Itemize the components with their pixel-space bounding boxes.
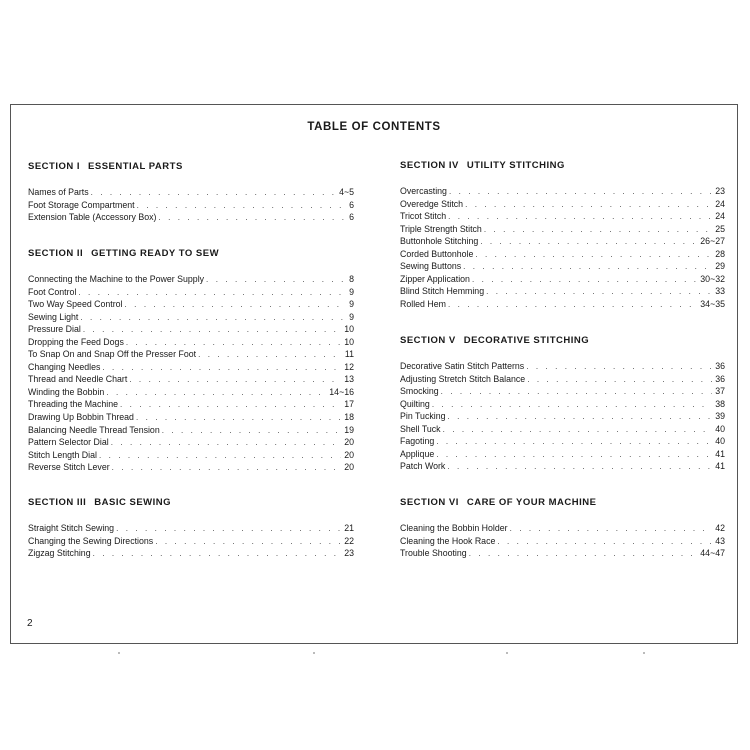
toc-entry-page: 22 [344, 535, 354, 546]
page-title: TABLE OF CONTENTS [307, 121, 441, 133]
toc-entry-page: 9 [349, 299, 354, 310]
section-essential-parts [28, 161, 354, 224]
toc-entry [28, 273, 354, 286]
toc-entry-page: 18 [344, 412, 354, 423]
toc-entry-page: 9 [349, 311, 354, 322]
section-basic-sewing [28, 497, 354, 560]
toc-entry-label: Quilting [400, 398, 430, 409]
toc-entry-page: 11 [344, 349, 354, 360]
toc-entry-page: 10 [344, 336, 354, 347]
toc-entry-page: 40 [715, 436, 725, 447]
dot-leader [449, 186, 712, 199]
dot-leader [80, 312, 346, 325]
toc-entry-page: 10 [344, 324, 354, 335]
toc-entry [28, 411, 354, 424]
toc-entry-page: 12 [344, 361, 354, 372]
toc-entry [400, 210, 725, 223]
dot-leader [484, 224, 712, 237]
section-numeral: SECTION VI [400, 497, 459, 508]
section-decorative-stitching [400, 335, 725, 473]
toc-entry [400, 360, 725, 373]
toc-entry [400, 373, 725, 386]
section-numeral: SECTION I [28, 161, 81, 172]
toc-entry-label: Balancing Needle Thread Tension [28, 424, 160, 435]
dot-leader [465, 199, 712, 212]
dot-leader [158, 212, 346, 225]
toc-entry-page: 40 [715, 423, 725, 434]
toc-entry [400, 547, 725, 560]
toc-entry-page: 36 [715, 373, 725, 384]
toc-entry-label: Two Way Speed Control [28, 299, 123, 310]
dot-leader [93, 548, 342, 561]
toc-entry-label: Changing Needles [28, 361, 101, 372]
toc-entry-page: 28 [715, 248, 725, 259]
toc-entry-label: Pressure Dial [28, 324, 81, 335]
toc-entry [28, 323, 354, 336]
toc-entry [400, 460, 725, 473]
toc-entry [400, 298, 725, 311]
toc-entry-label: Dropping the Feed Dogs [28, 336, 124, 347]
toc-entry [400, 522, 725, 535]
toc-entry-label: Sewing Light [28, 311, 79, 322]
toc-entry [400, 423, 725, 436]
dot-leader [480, 236, 697, 249]
page-number: 2 [27, 618, 33, 629]
toc-entry-page: 42 [715, 523, 725, 533]
toc-entry [28, 522, 354, 535]
toc-entry-page: 9 [349, 286, 354, 297]
dot-leader [463, 261, 712, 274]
toc-entry [28, 449, 354, 462]
toc-entry [28, 535, 354, 548]
toc-entry-page: 17 [344, 399, 354, 410]
toc-entry-label: Reverse Stitch Lever [28, 462, 110, 473]
toc-entry [28, 186, 354, 199]
toc-entry [28, 199, 354, 212]
toc-entry-label: Pattern Selector Dial [28, 437, 109, 448]
toc-entry-label: Foot Storage Compartment [28, 199, 135, 210]
dot-leader [120, 399, 341, 412]
toc-entry [400, 448, 725, 461]
toc-entry [28, 373, 354, 386]
scan-speck [643, 652, 645, 654]
toc-entry-page: 26~27 [700, 236, 725, 247]
dot-leader [436, 436, 712, 449]
dot-leader [469, 548, 698, 561]
toc-entry-label: Overcasting [400, 186, 447, 196]
toc-entry [28, 424, 354, 437]
section-name: GETTING READY TO SEW [91, 248, 220, 259]
toc-entry [400, 398, 725, 411]
dot-leader [106, 387, 326, 400]
toc-entry [400, 198, 725, 211]
toc-entry-page: 21 [344, 523, 354, 533]
section-care-of-machine [400, 497, 725, 560]
section-name: UTILITY STITCHING [466, 160, 565, 171]
dot-leader [432, 399, 712, 412]
toc-entry [28, 211, 354, 224]
dot-leader [436, 449, 712, 462]
toc-entry-page: 23 [715, 186, 725, 196]
section-name: DECORATIVE STITCHING [463, 335, 590, 346]
dot-leader [475, 249, 712, 262]
toc-entry-page: 23 [344, 548, 354, 559]
dot-leader [129, 374, 341, 387]
dot-leader [206, 274, 346, 287]
toc-entry [400, 248, 725, 261]
toc-entry [400, 435, 725, 448]
toc-entry [400, 185, 725, 198]
toc-entry-label: Patch Work [400, 461, 446, 472]
toc-entry-label: Buttonhole Stitching [400, 236, 479, 247]
toc-entry [28, 361, 354, 374]
toc-entry-label: Sewing Buttons [400, 261, 462, 272]
dot-leader [497, 536, 712, 549]
toc-entry-label: Names of Parts [28, 187, 89, 197]
toc-entry-page: 13 [344, 374, 354, 385]
section-name: ESSENTIAL PARTS [88, 161, 183, 172]
dot-leader [111, 437, 342, 450]
toc-entry-page: 34~35 [700, 298, 725, 309]
toc-entry-label: Cleaning the Hook Race [400, 535, 496, 546]
toc-entry-page: 20 [344, 449, 354, 460]
toc-entry [28, 336, 354, 349]
dot-leader [125, 299, 347, 312]
section-numeral: SECTION III [28, 497, 87, 508]
toc-entry-label: Changing the Sewing Directions [28, 535, 154, 546]
toc-entry-label: Fagoting [400, 436, 435, 447]
toc-entry-label: Triple Strength Stitch [400, 223, 482, 234]
toc-entry-page: 24 [715, 211, 725, 222]
dot-leader [155, 536, 341, 549]
section-numeral: SECTION II [28, 248, 84, 259]
dot-leader [448, 299, 697, 312]
section-name: CARE OF YOUR MACHINE [466, 497, 597, 508]
toc-entry [400, 223, 725, 236]
toc-entry-label: Connecting the Machine to the Power Supply [28, 274, 205, 284]
dot-leader [526, 361, 712, 374]
dot-leader [112, 462, 342, 475]
toc-entry-label: Stitch Length Dial [28, 449, 97, 460]
toc-entry-page: 38 [715, 398, 725, 409]
toc-entry-label: Zigzag Stitching [28, 548, 91, 559]
dot-leader [198, 349, 342, 362]
toc-entry [400, 260, 725, 273]
toc-entry-page: 44~47 [700, 548, 725, 559]
toc-entry [28, 348, 354, 361]
toc-entry-label: Smocking [400, 386, 439, 397]
toc-entry [28, 398, 354, 411]
toc-entry-label: Tricot Stitch [400, 211, 447, 222]
toc-entry [28, 547, 354, 560]
toc-entry-page: 25 [715, 223, 725, 234]
toc-entry-label: Decorative Satin Stitch Patterns [400, 361, 525, 371]
toc-entry-page: 19 [344, 424, 354, 435]
toc-entry-label: Zipper Application [400, 273, 470, 284]
section-heading [400, 497, 725, 508]
scan-speck [118, 652, 120, 654]
toc-entry-label: Corded Buttonhole [400, 248, 474, 259]
section-numeral: SECTION V [400, 335, 456, 346]
section-numeral: SECTION IV [400, 160, 459, 171]
toc-entry-label: Pin Tucking [400, 411, 446, 422]
toc-entry-label: Threading the Machine [28, 399, 118, 410]
dot-leader [486, 286, 712, 299]
section-heading [28, 248, 354, 259]
toc-entry-page: 4~5 [339, 187, 354, 197]
toc-entry-page: 8 [349, 274, 354, 284]
toc-entry-page: 24 [715, 198, 725, 209]
toc-entry-label: To Snap On and Snap Off the Presser Foot [28, 349, 197, 360]
dot-leader [137, 200, 347, 213]
section-utility-stitching [400, 160, 725, 310]
toc-entry [400, 235, 725, 248]
dot-leader [448, 211, 712, 224]
dot-leader [136, 412, 341, 425]
toc-entry-label: Applique [400, 448, 435, 459]
toc-entry-label: Extension Table (Accessory Box) [28, 212, 157, 223]
dot-leader [443, 424, 713, 437]
toc-entry [400, 410, 725, 423]
section-heading [400, 160, 725, 171]
toc-entry [28, 436, 354, 449]
scan-speck [313, 652, 315, 654]
toc-entry-label: Drawing Up Bobbin Thread [28, 412, 134, 423]
dot-leader [102, 362, 341, 375]
toc-entry [400, 385, 725, 398]
toc-entry [400, 273, 725, 286]
toc-entry [400, 535, 725, 548]
toc-entry [28, 311, 354, 324]
toc-entry-page: 39 [715, 411, 725, 422]
toc-entry-label: Trouble Shooting [400, 548, 467, 559]
toc-entry [400, 285, 725, 298]
toc-entry-page: 6 [349, 212, 354, 223]
dot-leader [510, 523, 713, 536]
toc-entry-label: Cleaning the Bobbin Holder [400, 523, 508, 533]
toc-entry [28, 461, 354, 474]
dot-leader [99, 450, 341, 463]
dot-leader [527, 374, 712, 387]
toc-entry-page: 6 [349, 199, 354, 210]
document-page [10, 104, 738, 644]
toc-entry-label: Thread and Needle Chart [28, 374, 128, 385]
toc-entry-page: 41 [715, 448, 725, 459]
dot-leader [447, 411, 712, 424]
toc-entry-page: 20 [344, 462, 354, 473]
toc-entry-label: Blind Stitch Hemming [400, 286, 485, 297]
dot-leader [472, 274, 697, 287]
section-heading [400, 335, 725, 346]
section-heading [28, 497, 354, 508]
toc-entry-page: 36 [715, 361, 725, 371]
toc-entry-label: Rolled Hem [400, 298, 446, 309]
section-heading [28, 161, 354, 172]
toc-entry [28, 386, 354, 399]
toc-entry-label: Winding the Bobbin [28, 386, 105, 397]
toc-entry-page: 14~16 [329, 386, 354, 397]
section-name: BASIC SEWING [94, 497, 172, 508]
toc-entry-page: 29 [715, 261, 725, 272]
toc-entry-label: Adjusting Stretch Stitch Balance [400, 373, 526, 384]
scan-speck [506, 652, 508, 654]
toc-entry-label: Shell Tuck [400, 423, 441, 434]
toc-entry-page: 33 [715, 286, 725, 297]
toc-entry-page: 20 [344, 437, 354, 448]
toc-entry-page: 30~32 [700, 273, 725, 284]
toc-entry [28, 286, 354, 299]
toc-entry-page: 41 [715, 461, 725, 472]
section-getting-ready-to-sew [28, 248, 354, 474]
dot-leader [447, 461, 712, 474]
dot-leader [441, 386, 713, 399]
toc-entry-page: 43 [715, 535, 725, 546]
toc-entry-label: Straight Stitch Sewing [28, 523, 115, 533]
toc-entry-page: 37 [715, 386, 725, 397]
toc-entry-label: Overedge Stitch [400, 198, 464, 209]
toc-entry [28, 298, 354, 311]
toc-entry-label: Foot Control [28, 286, 77, 297]
dot-leader [162, 425, 341, 438]
